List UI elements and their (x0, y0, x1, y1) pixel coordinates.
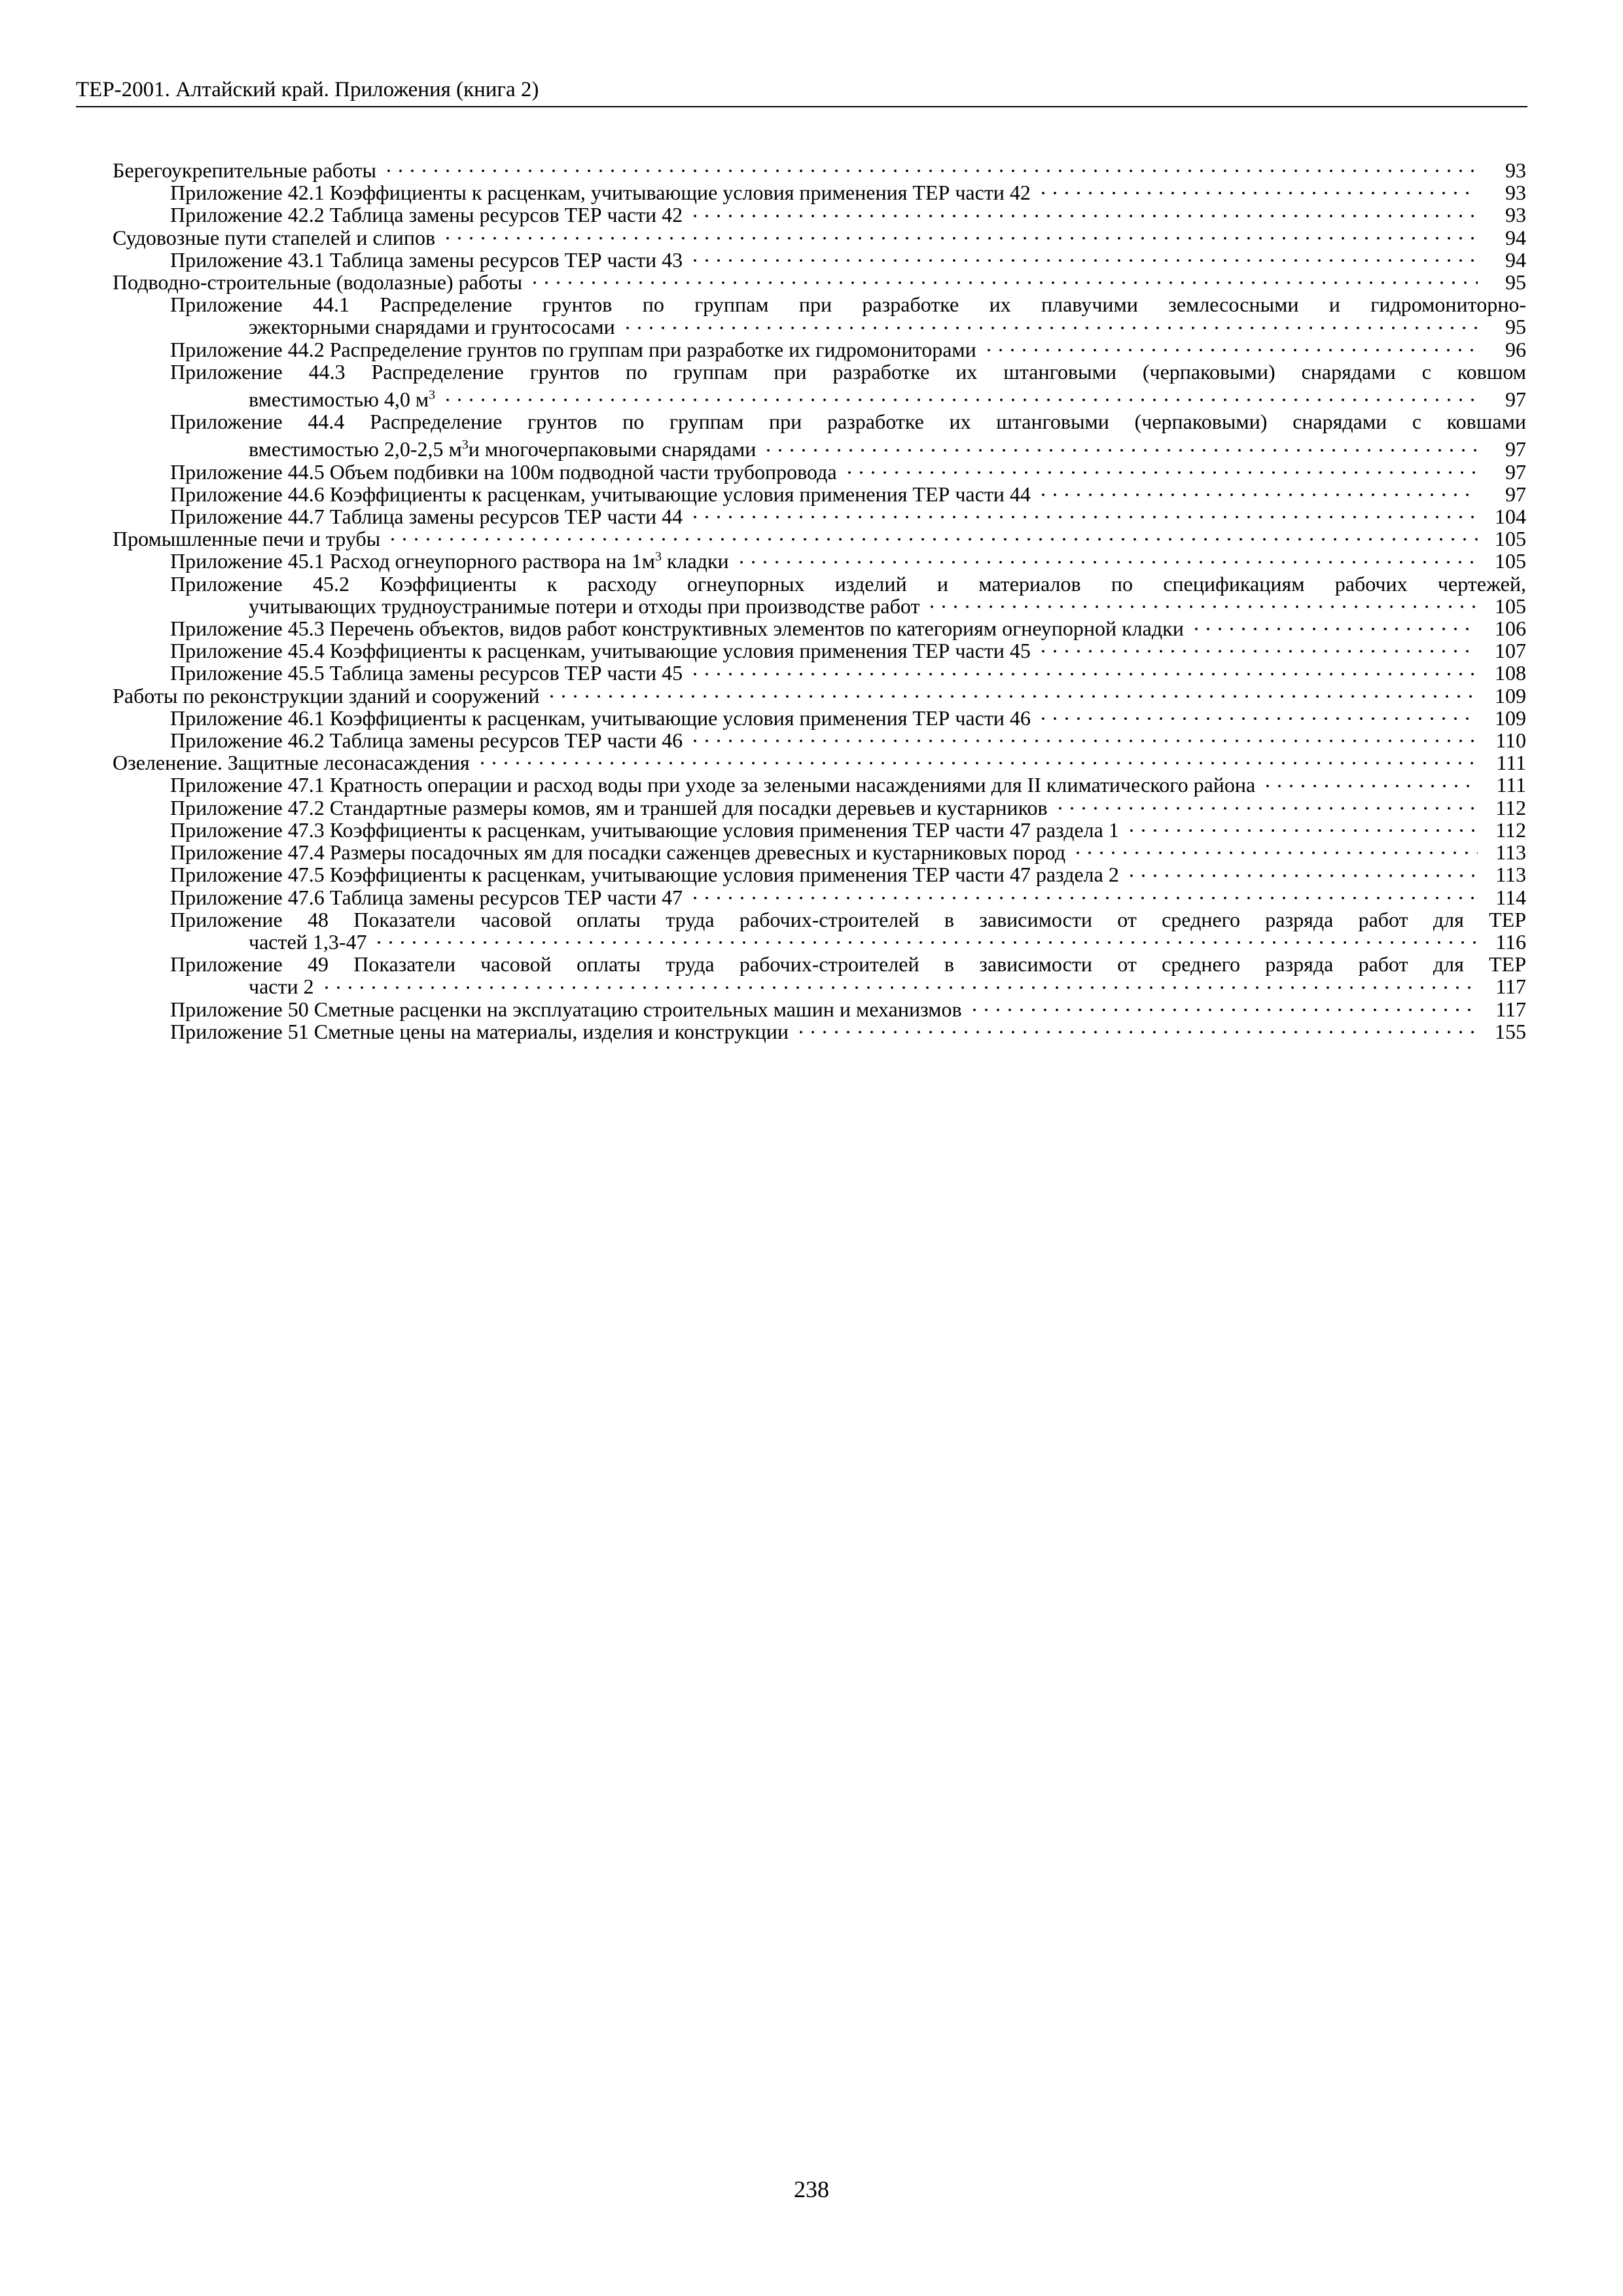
toc-entry-continuation (113, 931, 1526, 953)
toc-entry-title: Промышленные печи и трубы (113, 527, 381, 551)
toc-page-number: 95 (1505, 270, 1526, 295)
toc-entry-title: Приложение 45.4 Коэффициенты к расценкам, учитывающие условия применения ТЕР части 45 (170, 639, 1031, 663)
dot-leader (969, 1002, 1478, 1018)
dot-leader (1262, 778, 1478, 794)
toc-page-number: 108 (1495, 661, 1526, 685)
toc-entry (113, 550, 1526, 572)
toc-entry-title: Приложение 44.4 Распределение грунтов по группам при разработке их штанговыми (черпаковыми) снарядами с ковшами (170, 410, 1526, 434)
toc-entry-title: Судовозные пути стапелей и слипов (113, 225, 436, 249)
toc-entry-title: Приложение 47.5 Коэффициенты к расценкам, учитывающие условия применения ТЕР части 47 раздела 2 (170, 863, 1119, 887)
toc-entry-title: Приложение 49 Показатели часовой оплаты труда рабочих-строителей в зависимости от среднего разряда работ для ТЕР (170, 952, 1526, 977)
toc-entry (113, 181, 1526, 204)
dot-leader (689, 733, 1478, 749)
toc-page-number: 93 (1505, 158, 1526, 182)
toc-entry (113, 1020, 1526, 1043)
dot-leader (373, 935, 1478, 950)
toc-entry-title: Приложение 44.6 Коэффициенты к расценкам, учитывающие условия применения ТЕР части 44 (170, 482, 1031, 506)
toc-entry (113, 797, 1526, 819)
toc-entry-continuation (113, 595, 1526, 617)
table-of-contents (113, 159, 1526, 1043)
toc-entry (113, 841, 1526, 863)
dot-leader (1190, 621, 1478, 637)
toc-page-number: 97 (1505, 482, 1526, 506)
toc-entry (113, 707, 1526, 729)
dot-leader (442, 230, 1478, 246)
toc-page-number: 107 (1495, 639, 1526, 663)
toc-page-number: 117 (1495, 997, 1526, 1021)
dot-leader (442, 392, 1478, 408)
toc-entry-title: Приложение 48 Показатели часовой оплаты труда рабочих-строителей в зависимости от среднего разряда работ для ТЕР (170, 907, 1526, 931)
toc-entry-title: Приложение 46.2 Таблица замены ресурсов ТЕР части 46 (170, 728, 683, 753)
toc-entry-title-continued: вместимостью 2,0-2,5 $м^3и$ многочерпаковыми снарядами (249, 437, 757, 461)
toc-page-number: 105 (1495, 549, 1526, 573)
toc-page-number: 93 (1505, 203, 1526, 227)
toc-entry (113, 461, 1526, 483)
toc-entry-title: Приложение 44.3 Распределение грунтов по группам при разработке их штанговыми (черпаковыми) снарядами с ковшом (170, 359, 1526, 384)
dot-leader (689, 509, 1478, 525)
toc-entry-title: Берегоукрепительные работы (113, 158, 377, 182)
dot-leader (546, 689, 1478, 704)
dot-leader (689, 890, 1478, 906)
toc-entry-title: Приложение 47.1 Кратность операции и расход воды при уходе за зелеными насаждениями для II климатического района (170, 773, 1256, 797)
toc-entry (113, 819, 1526, 841)
toc-section (113, 271, 1526, 293)
toc-entry-title-continued: вместимостью 4,0 $м^3$ (249, 387, 436, 412)
toc-section (113, 159, 1526, 181)
toc-entry-title: Озеленение. Защитные лесонасаждения (113, 751, 470, 775)
toc-entry-title: Приложение 45.3 Перечень объектов, видов работ конструктивных элементов по категориям огнеупорной кладки (170, 617, 1184, 641)
dot-leader (844, 465, 1478, 480)
dot-leader (762, 442, 1478, 458)
dot-leader (795, 1024, 1478, 1040)
toc-page-number: 111 (1496, 773, 1526, 797)
dot-leader (983, 342, 1478, 358)
toc-page-number: 104 (1495, 505, 1526, 529)
dot-leader (1054, 800, 1478, 816)
toc-entry-title: Приложение 44.5 Объем подбивки на 100м подводной части трубопровода (170, 459, 837, 484)
toc-entry (113, 410, 1526, 433)
toc-page-number: 155 (1495, 1019, 1526, 1043)
toc-entry-title: Приложение 47.2 Стандартные размеры комов, ям и траншей для посадки деревьев и кустарников (170, 795, 1048, 819)
toc-entry (113, 774, 1526, 796)
toc-page-number: 117 (1495, 975, 1526, 999)
dot-leader (1037, 487, 1478, 503)
header-title: ТЕР-2001. Алтайский край. Приложения (книга 2) (76, 78, 539, 101)
toc-entry-title-continued: учитывающих трудноустранимые потери и отходы при производстве работ (249, 594, 920, 618)
toc-entry-title: Приложение 44.7 Таблица замены ресурсов ТЕР части 44 (170, 505, 683, 529)
dot-leader (387, 531, 1478, 547)
toc-page-number: 112 (1495, 817, 1526, 842)
dot-leader (689, 208, 1478, 224)
toc-entry-title: Приложение 42.2 Таблица замены ресурсов ТЕР части 42 (170, 203, 683, 227)
toc-page-number: 96 (1505, 337, 1526, 361)
toc-entry-title: Подводно-строительные (водолазные) работы (113, 270, 523, 295)
toc-entry (113, 361, 1526, 383)
toc-section (113, 685, 1526, 707)
toc-entry (113, 338, 1526, 361)
toc-page-number: 105 (1495, 594, 1526, 618)
toc-entry-title-continued: частей 1,3-47 (249, 929, 367, 954)
toc-page-number: 97 (1505, 459, 1526, 484)
toc-page-number: 113 (1495, 863, 1526, 887)
toc-entry (113, 505, 1526, 528)
toc-page-number: 110 (1495, 728, 1526, 753)
toc-entry (113, 998, 1526, 1020)
dot-leader (689, 253, 1478, 268)
toc-page-number: 116 (1495, 929, 1526, 954)
toc-entry (113, 729, 1526, 751)
toc-entry-title: Работы по реконструкции зданий и сооружений (113, 683, 540, 708)
dot-leader (736, 554, 1478, 570)
toc-entry (113, 293, 1526, 315)
dot-leader (1037, 643, 1478, 659)
toc-entry-title: Приложение 46.1 Коэффициенты к расценкам, учитывающие условия применения ТЕР части 46 (170, 706, 1031, 730)
toc-page-number: 93 (1505, 181, 1526, 205)
page-header (76, 73, 1527, 107)
dot-leader (689, 666, 1478, 682)
toc-entry (113, 953, 1526, 975)
dot-leader (321, 980, 1478, 996)
toc-entry-title-continued: части 2 (249, 975, 314, 999)
toc-entry (113, 617, 1526, 639)
toc-entry-title-continued: эжекторными снарядами и грунтососами (249, 315, 615, 339)
toc-entry-title: Приложение 47.6 Таблица замены ресурсов ТЕР части 47 (170, 885, 683, 909)
toc-entry (113, 886, 1526, 908)
dot-leader (476, 755, 1478, 771)
dot-leader (1126, 868, 1478, 884)
toc-entry-title: Приложение 51 Сметные цены на материалы, изделия и конструкции (170, 1019, 789, 1043)
toc-entry (113, 483, 1526, 505)
toc-entry-continuation (113, 438, 1526, 460)
toc-section (113, 226, 1526, 249)
toc-page-number: 111 (1496, 751, 1526, 775)
toc-entry (113, 639, 1526, 662)
toc-entry-title: Приложение 44.2 Распределение грунтов по группам при разработке их гидромониторами (170, 337, 976, 361)
toc-entry (113, 662, 1526, 684)
toc-entry (113, 204, 1526, 226)
toc-page-number: 106 (1495, 617, 1526, 641)
toc-page-number: 97 (1505, 387, 1526, 412)
toc-entry (113, 908, 1526, 931)
toc-page-number: 97 (1505, 437, 1526, 461)
toc-entry-title: Приложение 42.1 Коэффициенты к расценкам, учитывающие условия применения ТЕР части 42 (170, 181, 1031, 205)
toc-entry-title: Приложение 47.4 Размеры посадочных ям для посадки саженцев древесных и кустарниковых пород (170, 840, 1066, 865)
toc-entry-title: Приложение 45.1 Расход огнеупорного раствора на $1м^3$ кладки (170, 549, 729, 573)
toc-section (113, 528, 1526, 550)
toc-entry-continuation (113, 315, 1526, 338)
toc-page-number: 112 (1495, 795, 1526, 819)
page-number: 238 (794, 2176, 829, 2202)
dot-leader (622, 320, 1478, 336)
toc-entry (113, 573, 1526, 595)
toc-page-number: 94 (1505, 247, 1526, 272)
dot-leader (1037, 185, 1478, 201)
toc-entry (113, 863, 1526, 886)
toc-entry-continuation (113, 388, 1526, 410)
dot-leader (383, 163, 1478, 179)
dot-leader (1037, 711, 1478, 726)
toc-page-number: 109 (1495, 706, 1526, 730)
toc-entry-title: Приложение 45.5 Таблица замены ресурсов ТЕР части 45 (170, 661, 683, 685)
toc-entry-title: Приложение 43.1 Таблица замены ресурсов ТЕР части 43 (170, 247, 683, 272)
dot-leader (926, 599, 1478, 615)
toc-entry-title: Приложение 47.3 Коэффициенты к расценкам, учитывающие условия применения ТЕР части 47 раздела 1 (170, 817, 1119, 842)
toc-entry-title: Приложение 44.1 Распределение грунтов по группам при разработке их плавучими землесосными и гидромониторно- (170, 293, 1526, 317)
toc-page-number: 95 (1505, 315, 1526, 339)
toc-page-number: 113 (1495, 840, 1526, 865)
toc-entry-continuation (113, 975, 1526, 997)
toc-section (113, 751, 1526, 774)
toc-entry-title: Приложение 45.2 Коэффициенты к расходу огнеупорных изделий и материалов по спецификациям рабочих чертежей, (170, 571, 1526, 596)
dot-leader (1126, 823, 1478, 838)
toc-page-number: 94 (1505, 225, 1526, 249)
toc-page-number: 114 (1495, 885, 1526, 909)
toc-entry (113, 249, 1526, 271)
toc-page-number: 105 (1495, 527, 1526, 551)
toc-entry-title: Приложение 50 Сметные расценки на эксплуатацию строительных машин и механизмов (170, 997, 962, 1021)
toc-page-number: 109 (1495, 683, 1526, 708)
dot-leader (529, 275, 1478, 291)
dot-leader (1072, 845, 1478, 861)
